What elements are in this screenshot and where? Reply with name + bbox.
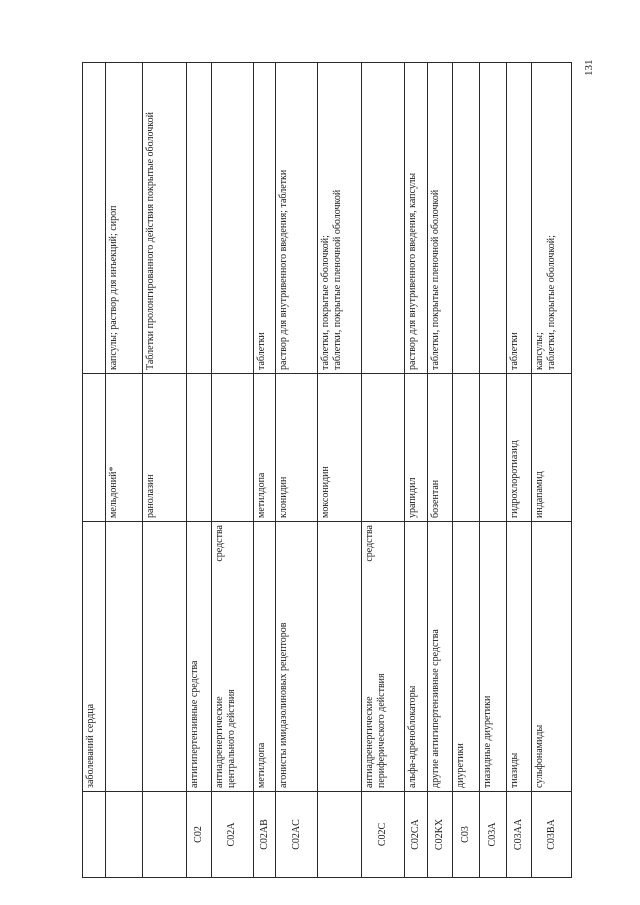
dosage-form-cell: [361, 63, 405, 374]
dosage-form-cell: капсулы; раствор для инъекций; сироп: [105, 63, 142, 374]
atc-code-cell: C02AC: [276, 792, 318, 878]
table-row: [318, 63, 362, 878]
atc-group-cell: метилдопа: [253, 522, 276, 792]
table-row: [143, 63, 187, 878]
dosage-form-cell: [187, 63, 212, 374]
table-row: [453, 63, 480, 878]
drug-name-cell: [480, 374, 507, 522]
drug-name-cell: клонидин: [276, 374, 318, 522]
atc-group-cell: антигипертензивные средства: [187, 522, 212, 792]
atc-group-cell: сульфонамиды: [532, 522, 572, 792]
table-row: [361, 63, 405, 878]
atc-code-cell: [105, 792, 142, 878]
dosage-form-cell: раствор для внутривенного введения; таблетки: [276, 63, 318, 374]
dosage-form-line: таблетки, покрытые оболочкой;: [546, 235, 558, 370]
atc-group-line: центрального действия: [225, 689, 237, 788]
dosage-form-cell: [453, 63, 480, 374]
atc-code-cell: C02C: [361, 792, 405, 878]
drug-name-cell: мельдоний*: [105, 374, 142, 522]
drug-name-cell: моксонидин: [318, 374, 362, 522]
dosage-form-cell: [532, 63, 572, 374]
drug-name-cell: [361, 374, 405, 522]
atc-group-cell: диуретики: [453, 522, 480, 792]
atc-group-cell: [211, 522, 253, 792]
drug-name-cell: метилдопа: [253, 374, 276, 522]
table-row: [507, 63, 532, 878]
table-row: [532, 63, 572, 878]
dosage-form-cell: [211, 63, 253, 374]
page-number: 131: [583, 59, 595, 76]
atc-group-line: периферического действия: [375, 673, 387, 788]
atc-group-cell: заболеваний сердца: [83, 522, 106, 792]
dosage-form-line: таблетки, покрытые оболочкой;: [320, 235, 332, 370]
drug-name-cell: индапамид: [532, 374, 572, 522]
atc-code-cell: [318, 792, 362, 878]
dosage-form-cell: [318, 63, 362, 374]
atc-code-cell: [83, 792, 106, 878]
atc-group-cell: [105, 522, 142, 792]
atc-group-cell: [143, 522, 187, 792]
atc-group-cell: агонисты имидазолиновых рецепторов: [276, 522, 318, 792]
drug-table-rotated: [82, 63, 572, 878]
atc-code-cell: [143, 792, 187, 878]
drug-name-cell: гидрохлоротиазид: [507, 374, 532, 522]
atc-group-cell: альфа-адреноблокаторы: [405, 522, 428, 792]
table-row: [187, 63, 212, 878]
table-row: [480, 63, 507, 878]
drug-name-cell: [187, 374, 212, 522]
atc-code-cell: C03BA: [532, 792, 572, 878]
dosage-form-line: капсулы;: [534, 332, 546, 370]
atc-code-cell: C02CA: [405, 792, 428, 878]
atc-group-cell: [318, 522, 362, 792]
atc-code-cell: C03: [453, 792, 480, 878]
atc-code-cell: C02KX: [428, 792, 453, 878]
atc-code-cell: C02AB: [253, 792, 276, 878]
atc-group-line: средства: [213, 525, 225, 562]
atc-group-line: антиадренергические: [363, 696, 375, 788]
dosage-form-cell: таблетки, покрытые пленочной оболочкой: [428, 63, 453, 374]
table-row: [105, 63, 142, 878]
atc-group-cell: [361, 522, 405, 792]
atc-group-cell: тиазиды: [507, 522, 532, 792]
drug-name-cell: [83, 374, 106, 522]
atc-group-line: средства: [363, 525, 375, 562]
drug-name-cell: [211, 374, 253, 522]
atc-code-cell: C02A: [211, 792, 253, 878]
dosage-form-cell: раствор для внутривенного введения, капсулы: [405, 63, 428, 374]
table-row: [83, 63, 106, 878]
table-row: [253, 63, 276, 878]
drug-table: [82, 62, 572, 878]
drug-name-cell: ранолазин: [143, 374, 187, 522]
dosage-form-cell: [480, 63, 507, 374]
dosage-form-cell: [83, 63, 106, 374]
dosage-form-cell: Таблетки пролонгированного действия покрытые оболочкой: [143, 63, 187, 374]
atc-code-cell: C03A: [480, 792, 507, 878]
drug-name-cell: урапидил: [405, 374, 428, 522]
table-row: [428, 63, 453, 878]
table-row: [405, 63, 428, 878]
table-row: [276, 63, 318, 878]
drug-name-cell: бозентан: [428, 374, 453, 522]
atc-code-cell: C02: [187, 792, 212, 878]
atc-group-cell: другие антигипертензивные средства: [428, 522, 453, 792]
dosage-form-cell: таблетки: [253, 63, 276, 374]
table-row: [211, 63, 253, 878]
dosage-form-line: таблетки, покрытые пленочной оболочкой: [332, 189, 344, 370]
drug-name-cell: [453, 374, 480, 522]
atc-group-cell: тиазидные диуретики: [480, 522, 507, 792]
atc-code-cell: C03AA: [507, 792, 532, 878]
atc-group-line: антиадренергические: [213, 696, 225, 788]
dosage-form-cell: таблетки: [507, 63, 532, 374]
